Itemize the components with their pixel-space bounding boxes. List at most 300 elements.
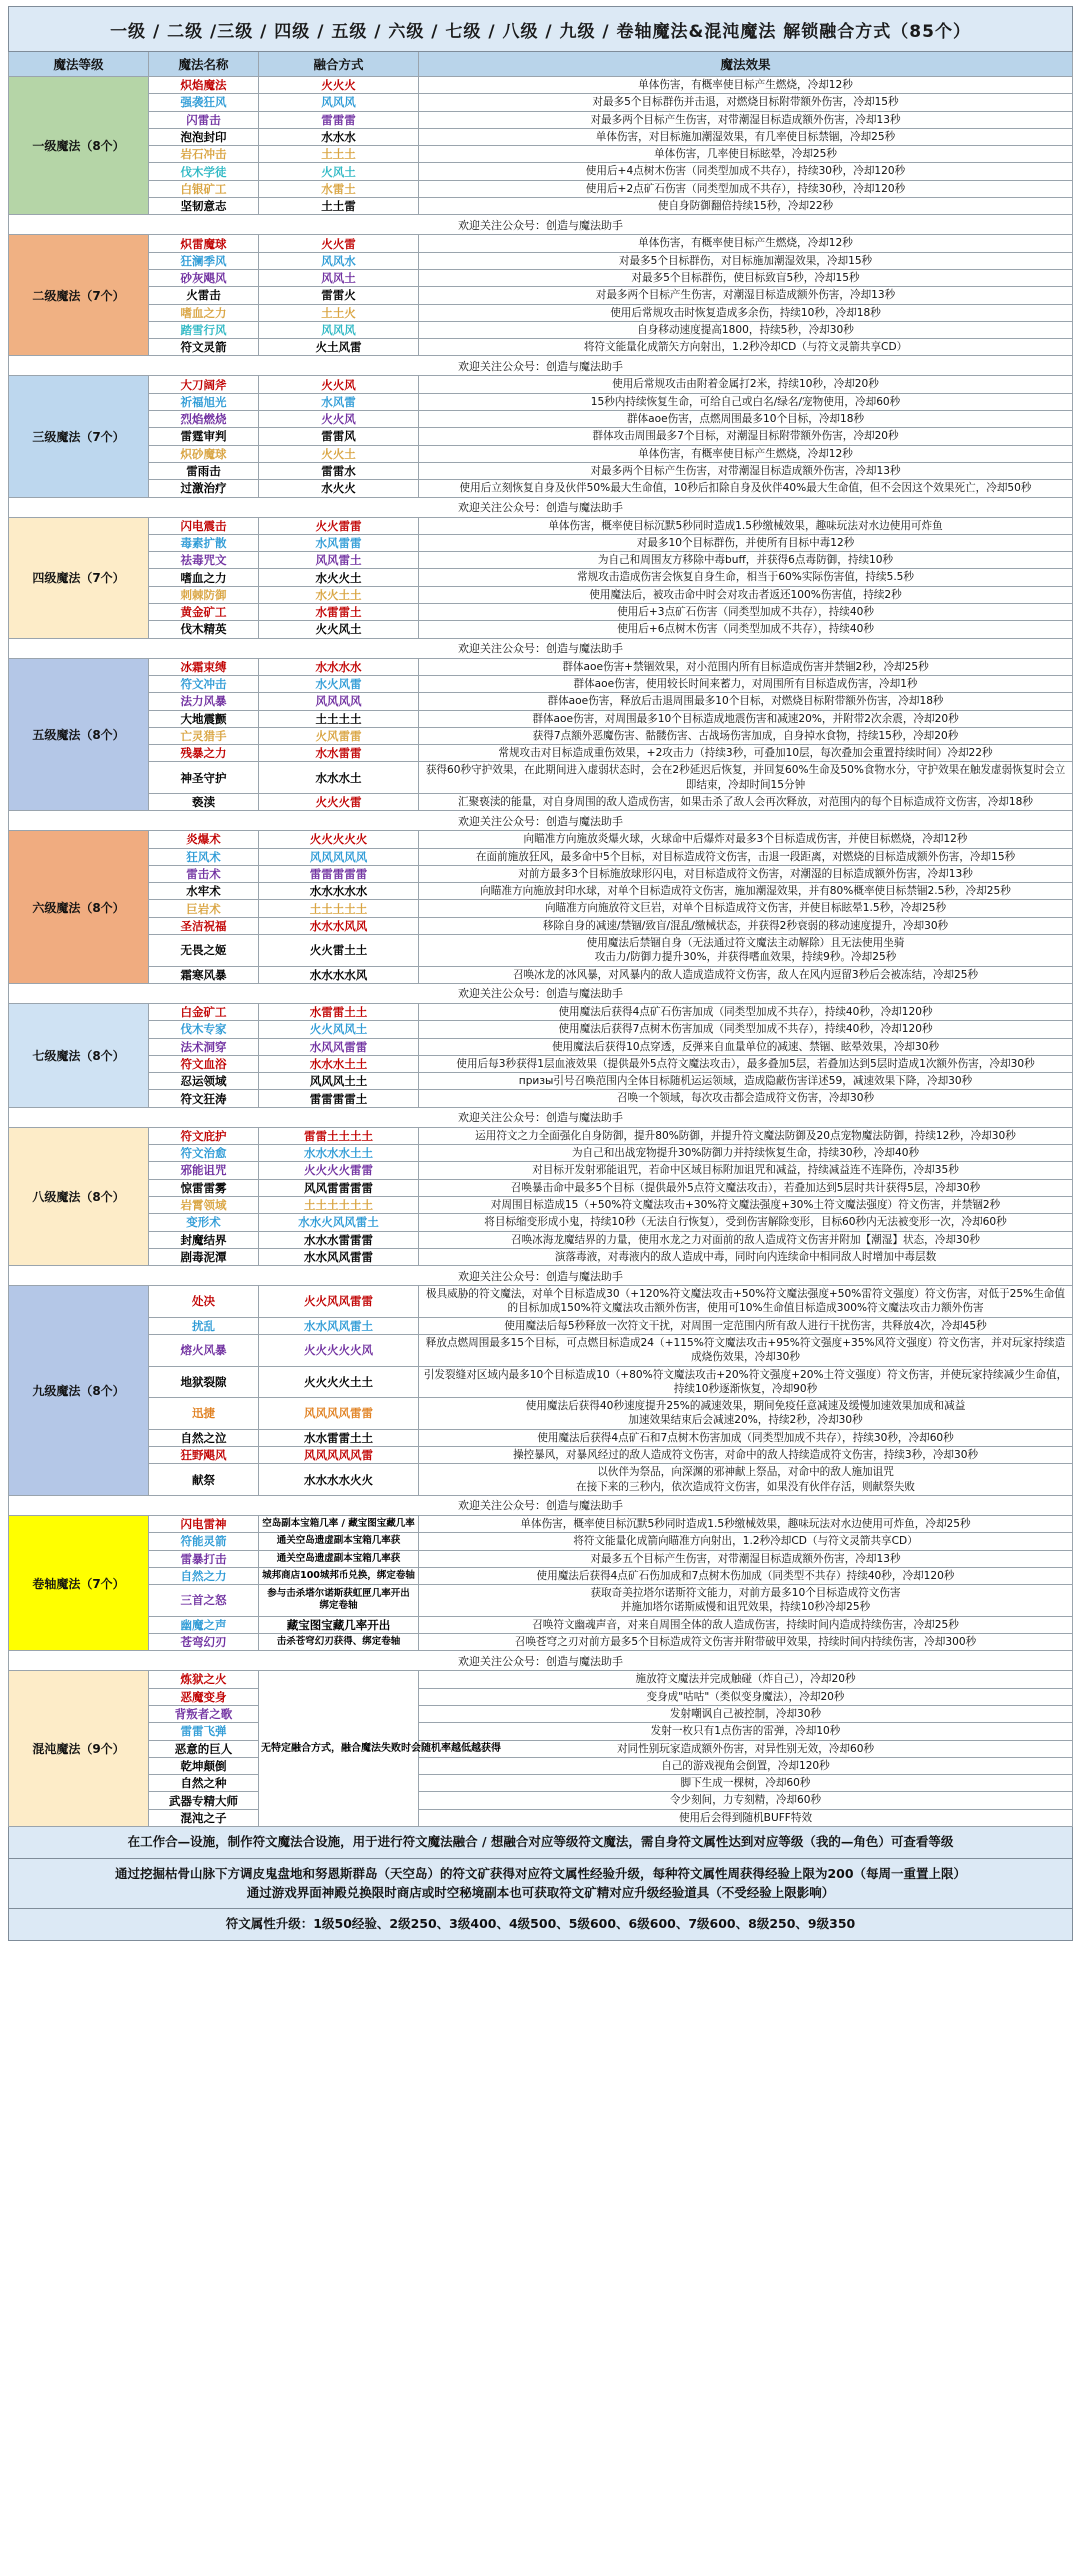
table-row[interactable]: [9, 586, 1073, 603]
fusion-recipe: 火火风风土: [259, 1021, 419, 1038]
table-row[interactable]: [9, 569, 1073, 586]
fusion-recipe: 土土土土土土: [259, 1196, 419, 1213]
table-row[interactable]: [9, 1003, 1073, 1020]
spell-name[interactable]: 炽雷魔球: [149, 235, 259, 252]
spell-name[interactable]: 闪电雷神: [149, 1515, 259, 1532]
spell-name[interactable]: 三首之怒: [149, 1585, 259, 1617]
fusion-recipe: 水风雷: [259, 393, 419, 410]
spell-name[interactable]: 扰乱: [149, 1317, 259, 1334]
table-row[interactable]: [9, 935, 1073, 967]
spell-name[interactable]: 大地震颤: [149, 710, 259, 727]
spell-effect: 对目标开发射邪能诅咒，若命中区域目标附加诅咒和减益，持续减益连不连降伤，冷却35秒: [419, 1162, 1073, 1179]
fusion-recipe: 火火火火火风: [259, 1335, 419, 1367]
spell-effect: 单体伤害，有概率使目标产生燃烧，冷却12秒: [419, 235, 1073, 252]
spell-effect: 召唤冰龙的冰风暴，对风暴内的敌人造成造成符文伤害，敌人在风内逗留3秒后会被冻结，冷却25秒: [419, 966, 1073, 983]
spell-name[interactable]: 踏雪行风: [149, 321, 259, 338]
footer-row-3: [9, 1909, 1073, 1941]
level-label: 五级魔法（8个）: [9, 658, 149, 811]
spell-name[interactable]: 炎爆术: [149, 831, 259, 848]
table-row[interactable]: [9, 1792, 1073, 1809]
spell-effect: 对最多五个目标产生伤害，对带潮湿目标造成额外伤害，冷却13秒: [419, 1550, 1073, 1567]
fusion-recipe: 土土土: [259, 146, 419, 163]
spell-name[interactable]: 封魔结界: [149, 1231, 259, 1248]
fusion-recipe: 通关空岛遗虚副本宝箱几率获: [259, 1533, 419, 1550]
fusion-recipe: 火火火雷: [259, 793, 419, 810]
spell-effect: 群体aoe伤害+禁锢效果，对小范围内所有目标造成伤害并禁锢2秒，冷却25秒: [419, 658, 1073, 675]
promo-row: [9, 497, 1073, 517]
footer-row-2: [9, 1858, 1073, 1909]
table-row[interactable]: [9, 848, 1073, 865]
spell-name[interactable]: 泡泡封印: [149, 128, 259, 145]
table-row[interactable]: [9, 180, 1073, 197]
table-row[interactable]: [9, 1447, 1073, 1464]
promo-row: [9, 1651, 1073, 1671]
footer-text-1: 在工作合—设施，制作符文魔法合设施，用于进行符文魔法融合 / 想融合对应等级符文魔法，需自身符文属性达到对应等级（我的—角色）可查看等级: [9, 1827, 1073, 1859]
promo-row: [9, 638, 1073, 658]
table-row[interactable]: [9, 1398, 1073, 1430]
table-row[interactable]: [9, 1515, 1073, 1532]
spell-effect: 演落毒液，对毒液内的敌人造成中毒，同时向内连续命中相同敌人时增加中毒层数: [419, 1248, 1073, 1265]
table-row[interactable]: [9, 77, 1073, 94]
spell-effect: 使用后+3点矿石伤害（同类型加成不共存），持续40秒: [419, 604, 1073, 621]
spell-name[interactable]: 砂灰飓风: [149, 269, 259, 286]
table-row[interactable]: [9, 1533, 1073, 1550]
fusion-recipe: 水水雷雷: [259, 745, 419, 762]
fusion-recipe: 火土风雷: [259, 339, 419, 356]
fusion-recipe: 水水水土: [259, 762, 419, 794]
promo-text: 欢迎关注公众号：创造与魔法助手: [9, 497, 1073, 517]
table-row[interactable]: [9, 1145, 1073, 1162]
spell-effect: 在面前施放狂风，最多命中5个目标，对目标造成符文伤害，击退一段距离，对燃烧的目标造成额外伤害，冷却15秒: [419, 848, 1073, 865]
spell-name[interactable]: 符文狂涛: [149, 1090, 259, 1107]
table-row[interactable]: [9, 831, 1073, 848]
spell-name[interactable]: 献祭: [149, 1464, 259, 1496]
table-row[interactable]: [9, 94, 1073, 111]
table-row[interactable]: [9, 604, 1073, 621]
spell-effect: 使用魔法后获得40秒速度提升25%的减速效果，期间免疫任意减速及缓慢加速效果加成和减益 加速效果结束后会减速20%，持续2秒，冷却30秒: [419, 1398, 1073, 1430]
table-row[interactable]: [9, 1127, 1073, 1144]
table-row[interactable]: [9, 411, 1073, 428]
spell-name[interactable]: 武器专精大师: [149, 1792, 259, 1809]
table-row[interactable]: [9, 1567, 1073, 1584]
spell-name[interactable]: 幽魔之声: [149, 1616, 259, 1633]
spell-name[interactable]: 符文血浴: [149, 1055, 259, 1072]
promo-text: 欢迎关注公众号：创造与魔法助手: [9, 1266, 1073, 1286]
fusion-recipe: 火火火: [259, 77, 419, 94]
spell-name[interactable]: 大刀阔斧: [149, 376, 259, 393]
spell-name[interactable]: 自然之力: [149, 1567, 259, 1584]
spell-effect: 以伙伴为祭品，向深渊的邪神献上祭品，对命中的敌人施加诅咒 在接下来的三秒内，依次造成符文伤害，如果没有伙伴存活，则献祭失败: [419, 1464, 1073, 1496]
table-row[interactable]: [9, 428, 1073, 445]
fusion-recipe: 水水水: [259, 128, 419, 145]
spell-effect: 单体伤害，概率使目标沉默5秒同时造成1.5秒缴械效果，趣味玩法对水边使用可炸鱼: [419, 517, 1073, 534]
fusion-recipe: 土土火: [259, 304, 419, 321]
spell-name[interactable]: 自然之种: [149, 1775, 259, 1792]
table-row[interactable]: [9, 1723, 1073, 1740]
spell-effect: 使用魔法后禁锢自身（无法通过符文魔法主动解除）且无法使用坐骑 攻击力/防御力提升30%，并获得嗜血效果，持续9秒。冷却25秒: [419, 935, 1073, 967]
table-row[interactable]: [9, 917, 1073, 934]
spell-name[interactable]: 法力风暴: [149, 693, 259, 710]
table-row[interactable]: [9, 1196, 1073, 1213]
table-row[interactable]: [9, 1634, 1073, 1651]
spell-name[interactable]: 符文庇护: [149, 1127, 259, 1144]
spell-name[interactable]: 变形术: [149, 1214, 259, 1231]
level-label: 二级魔法（7个）: [9, 235, 149, 356]
spell-name[interactable]: 伐木学徒: [149, 163, 259, 180]
spell-name[interactable]: 惊雷雷雾: [149, 1179, 259, 1196]
promo-row: [9, 215, 1073, 235]
spell-name[interactable]: 地狱裂隙: [149, 1366, 259, 1398]
spell-effect: 汇聚亵渎的能量，对自身周围的敌人造成伤害，如果击杀了敌人会再次释放，对范围内的每个目标造成符文伤害，冷却18秒: [419, 793, 1073, 810]
table-row[interactable]: [9, 883, 1073, 900]
spell-name[interactable]: 炽砂魔球: [149, 445, 259, 462]
level-label: 卷轴魔法（7个）: [9, 1515, 149, 1650]
spell-effect: 运用符文之力全面强化自身防御，提升80%防御，并提升符文魔法防御及20点宠物魔法防御，持续12秒，冷却30秒: [419, 1127, 1073, 1144]
footer-text-2: 通过挖掘枯骨山脉下方调皮鬼盘地和努恩斯群岛（天空岛）的符文矿获得对应符文属性经验升级，每种符文属性周获得经验上限为200（每周一重置上限） 通过游戏界面神殿兑换限时商店或时空秘境副本也可获取符文矿精对应升级经验道具（不受经验上限影响）: [9, 1858, 1073, 1909]
spell-effect: 为自己和出战宠物提升30%防御力并持续恢复生命，持续30秒，冷却40秒: [419, 1145, 1073, 1162]
spell-name[interactable]: 亵渎: [149, 793, 259, 810]
spell-name[interactable]: 毒素扩散: [149, 534, 259, 551]
table-row[interactable]: [9, 111, 1073, 128]
fusion-recipe: 土土土土土: [259, 900, 419, 917]
spell-effect: 对最多两个目标产生伤害，对带潮湿目标造成额外伤害，冷却13秒: [419, 111, 1073, 128]
spell-name[interactable]: 残暴之力: [149, 745, 259, 762]
fusion-recipe: 火火风风雷雷: [259, 1286, 419, 1318]
promo-row: [9, 1107, 1073, 1127]
fusion-recipe: 风风风土土: [259, 1073, 419, 1090]
spell-effect: 发射嘲讽自己被控制，冷却30秒: [419, 1705, 1073, 1722]
spell-name[interactable]: 雷雷飞弹: [149, 1723, 259, 1740]
spell-name[interactable]: 雷霆审判: [149, 428, 259, 445]
table-row[interactable]: [9, 1286, 1073, 1318]
table-row[interactable]: [9, 1671, 1073, 1688]
spell-name[interactable]: 火雷击: [149, 287, 259, 304]
spell-name[interactable]: 黄金矿工: [149, 604, 259, 621]
fusion-recipe: 土土土土: [259, 710, 419, 727]
table-row[interactable]: [9, 1809, 1073, 1826]
fusion-recipe: 水火火: [259, 480, 419, 497]
fusion-recipe: 雷雷火: [259, 287, 419, 304]
fusion-recipe: 雷雷雷雷土: [259, 1090, 419, 1107]
fusion-recipe: 风风水: [259, 252, 419, 269]
spell-name[interactable]: 处决: [149, 1286, 259, 1318]
spell-effect: 使用后常规攻击由附着金属打2米，持续10秒，冷却20秒: [419, 376, 1073, 393]
spell-name[interactable]: 自然之泣: [149, 1429, 259, 1446]
table-row[interactable]: [9, 480, 1073, 497]
fusion-recipe: 风风风风风雷: [259, 1447, 419, 1464]
spell-name[interactable]: 剧毒泥潭: [149, 1248, 259, 1265]
spell-effect: 使用魔法后获得4点矿石伤害加成（同类型加成不共存），持续40秒，冷却120秒: [419, 1003, 1073, 1020]
table-row[interactable]: [9, 198, 1073, 215]
table-row[interactable]: [9, 966, 1073, 983]
spell-name[interactable]: 迅捷: [149, 1398, 259, 1430]
spell-name[interactable]: 符能灵箭: [149, 1533, 259, 1550]
table-row[interactable]: [9, 1585, 1073, 1617]
table-row[interactable]: [9, 1248, 1073, 1265]
fusion-recipe: 水水风风雷土: [259, 1317, 419, 1334]
spell-name[interactable]: 恶意的巨人: [149, 1740, 259, 1757]
spell-effect: 单体伤害，几率使目标眩晕，冷却25秒: [419, 146, 1073, 163]
fusion-recipe: 火火雷: [259, 235, 419, 252]
fusion-recipe: 水风雷雷: [259, 534, 419, 551]
promo-row: [9, 1266, 1073, 1286]
table-row[interactable]: [9, 462, 1073, 479]
table-row[interactable]: [9, 269, 1073, 286]
spell-effect: 对同性别玩家造成额外伤害，对异性别无效，冷却60秒: [419, 1740, 1073, 1757]
spell-effect: 将符文能量化成箭矢方向射出，1.2秒冷却CD（与符文灵箭共享CD）: [419, 339, 1073, 356]
spell-name[interactable]: 忍运领域: [149, 1073, 259, 1090]
table-row[interactable]: [9, 621, 1073, 638]
table-row[interactable]: [9, 1757, 1073, 1774]
table-row[interactable]: [9, 1055, 1073, 1072]
header-level: 魔法等级: [9, 52, 149, 77]
table-row[interactable]: [9, 534, 1073, 551]
table-row[interactable]: [9, 762, 1073, 794]
spell-name[interactable]: 白金矿工: [149, 1003, 259, 1020]
spell-name[interactable]: 邪能诅咒: [149, 1162, 259, 1179]
level-label: 四级魔法（7个）: [9, 517, 149, 638]
spell-effect: 使用后+6点树木伤害（同类型加成不共存），持续40秒: [419, 621, 1073, 638]
spell-name[interactable]: 强袭狂风: [149, 94, 259, 111]
spell-name[interactable]: 乾坤颠倒: [149, 1757, 259, 1774]
spell-name[interactable]: 混沌之子: [149, 1809, 259, 1826]
table-row[interactable]: [9, 321, 1073, 338]
fusion-recipe: 火火火火火: [259, 831, 419, 848]
spell-effect: 单体伤害，概率使目标沉默5秒同时造成1.5秒缴械效果，趣味玩法对水边使用可炸鱼，冷却25秒: [419, 1515, 1073, 1532]
header-name: 魔法名称: [149, 52, 259, 77]
table-row[interactable]: [9, 146, 1073, 163]
spell-name[interactable]: 水牢术: [149, 883, 259, 900]
spell-name[interactable]: 恶魔变身: [149, 1688, 259, 1705]
spell-name[interactable]: 冰霜束缚: [149, 658, 259, 675]
spell-name[interactable]: 巨岩术: [149, 900, 259, 917]
spell-name[interactable]: 祈福旭光: [149, 393, 259, 410]
spell-name[interactable]: 过激治疗: [149, 480, 259, 497]
spell-name[interactable]: 熔火风暴: [149, 1335, 259, 1367]
spell-name[interactable]: 神圣守护: [149, 762, 259, 794]
spell-name[interactable]: 岩霄领域: [149, 1196, 259, 1213]
promo-text: 欢迎关注公众号：创造与魔法助手: [9, 983, 1073, 1003]
fusion-recipe: 水风风雷雷: [259, 1038, 419, 1055]
fusion-recipe: 击杀苍穹幻刃获得、绑定卷轴: [259, 1634, 419, 1651]
table-row[interactable]: [9, 693, 1073, 710]
spell-effect: 将目标缩变形成小鬼，持续10秒（无法自行恢复），受到伤害解除变形，目标60秒内无法被变形一次，冷却60秒: [419, 1214, 1073, 1231]
fusion-recipe: 火火土: [259, 445, 419, 462]
spell-effect: 为自己和周围友方移除中毒buff，并获得6点毒防御，持续10秒: [419, 552, 1073, 569]
table-row[interactable]: [9, 1740, 1073, 1757]
fusion-recipe: 水水风风雷雷: [259, 1248, 419, 1265]
table-row[interactable]: [9, 287, 1073, 304]
table-row[interactable]: [9, 1464, 1073, 1496]
spell-name[interactable]: 符文灵箭: [149, 339, 259, 356]
table-row[interactable]: [9, 552, 1073, 569]
fusion-recipe: 火火火火雷雷: [259, 1162, 419, 1179]
fusion-recipe: 风风土: [259, 269, 419, 286]
spell-effect: 对最多两个目标产生伤害，对潮湿目标造成额外伤害，冷却13秒: [419, 287, 1073, 304]
title-row: [9, 7, 1073, 52]
footer-row-1: [9, 1827, 1073, 1859]
spell-name[interactable]: 狂澜季风: [149, 252, 259, 269]
spell-effect: 群体aoe伤害，使用较长时间来蓄力，对周围所有目标造成伤害，冷却1秒: [419, 675, 1073, 692]
fusion-recipe: 土土雷: [259, 198, 419, 215]
spell-name[interactable]: 伐木专家: [149, 1021, 259, 1038]
table-row[interactable]: [9, 1616, 1073, 1633]
table-row[interactable]: [9, 1214, 1073, 1231]
spell-effect: 获取奇美拉塔尔诺斯符文能力，对前方最多10个目标造成符文伤害 并施加塔尔诺斯威慢和诅咒效果，持续10秒冷却25秒: [419, 1585, 1073, 1617]
table-row[interactable]: [9, 445, 1073, 462]
spell-effect: 群体攻击周围最多7个目标，对潮湿目标附带额外伤害，冷却20秒: [419, 428, 1073, 445]
spell-effect: 使用后常规攻击时恢复造成多余伤，持续10秒，冷却18秒: [419, 304, 1073, 321]
table-row[interactable]: [9, 1021, 1073, 1038]
table-row[interactable]: [9, 658, 1073, 675]
spell-name[interactable]: 祛毒咒文: [149, 552, 259, 569]
spell-effect: 群体aoe伤害，释放后击退周围最多10个目标，对燃烧目标附带额外伤害，冷却18秒: [419, 693, 1073, 710]
spell-name[interactable]: 狂野飓风: [149, 1447, 259, 1464]
spell-effect: 使用后每3秒获得1层血液效果（提供最外5点符文魔法攻击），最多叠加5层，若叠加达到5层时造成1次额外伤害，冷却30秒: [419, 1055, 1073, 1072]
level-label: 七级魔法（8个）: [9, 1003, 149, 1107]
fusion-recipe: 火风雷雷: [259, 727, 419, 744]
fusion-recipe: 火火风: [259, 411, 419, 428]
fusion-recipe: 水水水水水: [259, 883, 419, 900]
table-row[interactable]: [9, 1550, 1073, 1567]
fusion-recipe: 水火火土: [259, 569, 419, 586]
fusion-recipe: 空岛副本宝箱几率 / 藏宝图宝藏几率: [259, 1515, 419, 1532]
spell-effect: 对最多10个目标群伤，并使所有目标中毒12秒: [419, 534, 1073, 551]
spell-name[interactable]: 圣洁祝福: [149, 917, 259, 934]
spell-effect: 对最多两个目标产生伤害，对带潮湿目标造成额外伤害，冷却13秒: [419, 462, 1073, 479]
fusion-recipe: 水雷雷土土: [259, 1003, 419, 1020]
table-row[interactable]: [9, 304, 1073, 321]
fusion-recipe: 参与击杀塔尔诺斯获虹匣几率开出 绑定卷轴: [259, 1585, 419, 1617]
table-row[interactable]: [9, 1688, 1073, 1705]
fusion-recipe: 火风土: [259, 163, 419, 180]
spell-name[interactable]: 背叛者之歌: [149, 1705, 259, 1722]
table-row[interactable]: [9, 163, 1073, 180]
fusion-recipe: 水水水土土: [259, 1055, 419, 1072]
spell-effect: 向瞄准方向施放炎爆火球，火球命中后爆炸对最多3个目标造成伤害，并使目标燃烧，冷却12秒: [419, 831, 1073, 848]
spell-name[interactable]: 闪电震击: [149, 517, 259, 534]
spell-name[interactable]: 嗜血之力: [149, 304, 259, 321]
table-row[interactable]: [9, 1775, 1073, 1792]
table-row[interactable]: [9, 1162, 1073, 1179]
table-row[interactable]: [9, 1429, 1073, 1446]
spell-name[interactable]: 符文冲击: [149, 675, 259, 692]
spell-name[interactable]: 符文治愈: [149, 1145, 259, 1162]
spell-effect: 召唤苍穹之刃对前方最多5个目标造成符文伤害并附带破甲效果，持续时间内持续伤害，冷却300秒: [419, 1634, 1073, 1651]
table-row[interactable]: [9, 865, 1073, 882]
spell-effect: 对最多5个目标群伤，使目标致盲5秒，冷却15秒: [419, 269, 1073, 286]
fusion-recipe: 水雷雷土: [259, 604, 419, 621]
spell-effect: 使用后立刻恢复自身及伙伴50%最大生命值，10秒后扣除自身及伙伴40%最大生命值，但不会因这个效果死亡，冷却50秒: [419, 480, 1073, 497]
spell-name[interactable]: 狂风术: [149, 848, 259, 865]
level-label: 混沌魔法（9个）: [9, 1671, 149, 1827]
spell-name[interactable]: 雷暴打击: [149, 1550, 259, 1567]
spell-name[interactable]: 坚韧意志: [149, 198, 259, 215]
fusion-recipe: 风风风: [259, 321, 419, 338]
table-row[interactable]: [9, 1705, 1073, 1722]
table-row[interactable]: [9, 1038, 1073, 1055]
table-row[interactable]: [9, 339, 1073, 356]
spell-effect: 单体伤害，有概率使目标产生燃烧，冷却12秒: [419, 77, 1073, 94]
table-row[interactable]: [9, 1073, 1073, 1090]
spell-name[interactable]: 无畏之姬: [149, 935, 259, 967]
spell-name[interactable]: 闪雷击: [149, 111, 259, 128]
spell-name[interactable]: 雷雨击: [149, 462, 259, 479]
spell-effect: 脚下生成一棵树，冷却60秒: [419, 1775, 1073, 1792]
table-row[interactable]: [9, 128, 1073, 145]
spell-effect: 群体aoe伤害，对周围最多10个目标造成地震伤害和减速20%，并附带2次余震，冷却20秒: [419, 710, 1073, 727]
table-row[interactable]: [9, 517, 1073, 534]
fusion-recipe: 雷雷雷: [259, 111, 419, 128]
level-label: 三级魔法（7个）: [9, 376, 149, 497]
table-row[interactable]: [9, 393, 1073, 410]
table-row[interactable]: [9, 1335, 1073, 1367]
table-row[interactable]: [9, 235, 1073, 252]
spell-effect: 使用后会得到随机BUFF特效: [419, 1809, 1073, 1826]
spell-effect: 引发裂缝对区域内最多10个目标造成10（+80%符文魔法攻击+20%符文强度+20%土符文强度）符文伤害，并使玩家持续减少生命值，持续10秒逐渐恢复，冷却90秒: [419, 1366, 1073, 1398]
spell-effect: 单体伤害，有概率使目标产生燃烧，冷却12秒: [419, 445, 1073, 462]
spell-name[interactable]: 烈焰燃烧: [149, 411, 259, 428]
table-row[interactable]: [9, 1366, 1073, 1398]
spell-name[interactable]: 炽焰魔法: [149, 77, 259, 94]
promo-text: 欢迎关注公众号：创造与魔法助手: [9, 1107, 1073, 1127]
promo-text: 欢迎关注公众号：创造与魔法助手: [9, 1651, 1073, 1671]
spell-effect: 群体aoe伤害，点燃周围最多10个目标，冷却18秒: [419, 411, 1073, 428]
table-row[interactable]: [9, 1317, 1073, 1334]
spell-name[interactable]: 伐木精英: [149, 621, 259, 638]
spell-name[interactable]: 霜寒风暴: [149, 966, 259, 983]
spell-effect: 使用魔法后，被攻击命中时会对攻击者返还100%伤害值，持续2秒: [419, 586, 1073, 603]
spell-effect: 使用后+4点树木伤害（同类型加成不共存），持续30秒，冷却120秒: [419, 163, 1073, 180]
table-row[interactable]: [9, 710, 1073, 727]
fusion-recipe: 火火雷雷: [259, 517, 419, 534]
spell-effect: 令少刻间，力专刻精，冷却60秒: [419, 1792, 1073, 1809]
spell-name[interactable]: 亡灵猎手: [149, 727, 259, 744]
fusion-recipe: 风风风风: [259, 693, 419, 710]
footer-text-3: 符文属性升级：1级50经验、2级250、3级400、4级500、5级600、6级600、7级600、8级250、9级350: [9, 1909, 1073, 1941]
spell-name[interactable]: 炼狱之火: [149, 1671, 259, 1688]
spell-effect: 获得60秒守护效果，在此期间进入虚弱状态时，会在2秒延迟后恢复，并回复60%生命及50%食物水分，守护效果在触发虚弱恢复时会立即结束，冷却时间15分钟: [419, 762, 1073, 794]
table-row[interactable]: [9, 1179, 1073, 1196]
table-row[interactable]: [9, 376, 1073, 393]
spell-name[interactable]: 白银矿工: [149, 180, 259, 197]
table-row[interactable]: [9, 745, 1073, 762]
spell-name[interactable]: 法术洞穿: [149, 1038, 259, 1055]
fusion-recipe: 火火火火土土: [259, 1366, 419, 1398]
spell-name[interactable]: 雷击术: [149, 865, 259, 882]
table-row[interactable]: [9, 900, 1073, 917]
fusion-recipe: 雷雷土土土土: [259, 1127, 419, 1144]
promo-row: [9, 811, 1073, 831]
spell-effect: 获得7点额外恶魔伤害、骷髅伤害、古战场伤害加成，自身掉水食物，持续15秒，冷却20秒: [419, 727, 1073, 744]
table-row[interactable]: [9, 675, 1073, 692]
spell-name[interactable]: 嗜血之力: [149, 569, 259, 586]
fusion-recipe: 火火雷土土: [259, 935, 419, 967]
fusion-recipe: 水火风雷: [259, 675, 419, 692]
spell-name[interactable]: 刺棘防御: [149, 586, 259, 603]
spell-effect: 召唤一个领域，每次攻击都会造成符文伤害，冷却30秒: [419, 1090, 1073, 1107]
table-row[interactable]: [9, 1231, 1073, 1248]
table-row[interactable]: [9, 793, 1073, 810]
table-row[interactable]: [9, 727, 1073, 744]
table-row[interactable]: [9, 252, 1073, 269]
header-effect: 魔法效果: [419, 52, 1073, 77]
spell-name[interactable]: 岩石冲击: [149, 146, 259, 163]
promo-row: [9, 1495, 1073, 1515]
table-row[interactable]: [9, 1090, 1073, 1107]
spell-effect: 操控暴风，对暴风经过的敌人造成符文伤害，对命中的敌人持续造成符文伤害，持续3秒，冷却30秒: [419, 1447, 1073, 1464]
spell-name[interactable]: 苍弯幻刃: [149, 1634, 259, 1651]
